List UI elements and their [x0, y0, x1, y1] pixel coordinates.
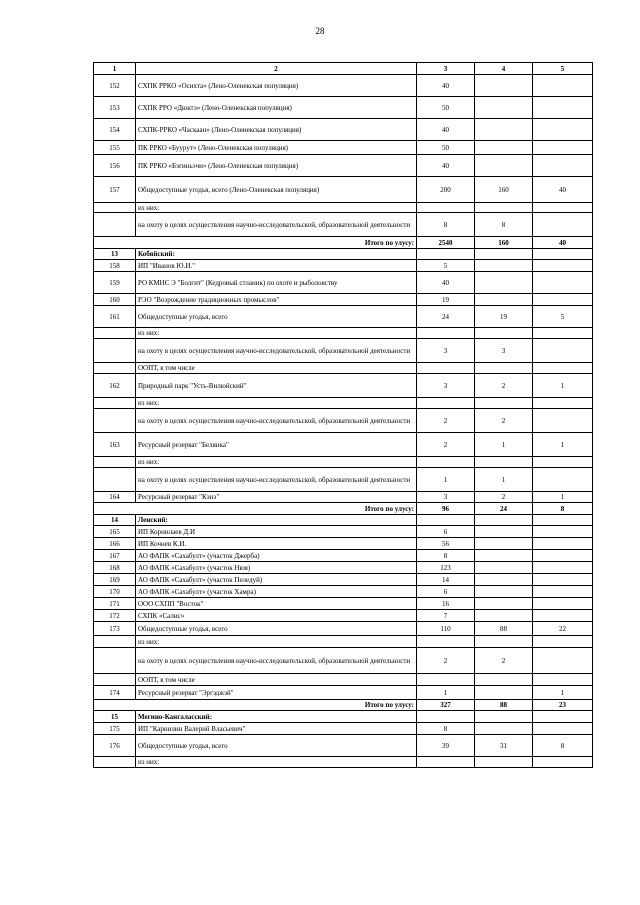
- row-value-5: [533, 674, 593, 686]
- row-value-4: [475, 723, 533, 735]
- row-value-3: 8: [417, 213, 475, 237]
- row-value-4: [475, 141, 533, 155]
- row-number: 167: [94, 550, 136, 562]
- empty-cell: [475, 711, 533, 723]
- row-value-5: [533, 409, 593, 433]
- row-value-4: [475, 636, 533, 648]
- row-number: 158: [94, 260, 136, 272]
- row-value-3: 200: [417, 177, 475, 203]
- row-value-5: [533, 155, 593, 177]
- row-number: [94, 757, 136, 768]
- table-row: [94, 598, 593, 610]
- table-row: [94, 574, 593, 586]
- total-cell-3: 96: [417, 503, 475, 515]
- row-value-3: [417, 636, 475, 648]
- row-name: ИП "Иванов Ю.И.": [136, 260, 417, 272]
- row-value-5: [533, 468, 593, 492]
- row-name: Общедоступные угодья, всего: [136, 735, 417, 757]
- hunting-grounds-table: [93, 62, 593, 768]
- row-value-4: 31: [475, 735, 533, 757]
- table-row: [94, 562, 593, 574]
- row-value-5: 1: [533, 686, 593, 700]
- row-value-5: [533, 562, 593, 574]
- row-name: ПК РРКО «Буурут» (Лено-Оленекская популяция): [136, 141, 417, 155]
- row-value-3: [417, 757, 475, 768]
- row-number: 154: [94, 119, 136, 141]
- row-number: 153: [94, 97, 136, 119]
- row-name: АО ФАПК «Сахабулт» (участок Пеледуй): [136, 574, 417, 586]
- table-row: [94, 75, 593, 97]
- row-value-5: 22: [533, 622, 593, 636]
- row-name: ИП Корнилаев Д.И: [136, 526, 417, 538]
- row-name: СХПК РРКО «Осихта» (Лено-Оленекская популяция): [136, 75, 417, 97]
- total-cell-5: 23: [533, 700, 593, 711]
- total-cell-3: 327: [417, 700, 475, 711]
- table-row: [94, 468, 593, 492]
- district-header-row: [94, 711, 593, 723]
- row-number: 169: [94, 574, 136, 586]
- row-value-3: 40: [417, 272, 475, 294]
- total-label: Итого по улусу:: [94, 237, 417, 249]
- table-row: [94, 648, 593, 674]
- empty-cell: [475, 249, 533, 260]
- row-value-3: 50: [417, 97, 475, 119]
- district-total-row: [94, 700, 593, 711]
- row-value-5: [533, 636, 593, 648]
- table-row: [94, 203, 593, 213]
- row-number: 160: [94, 294, 136, 306]
- district-name: Кобяйский:: [136, 249, 417, 260]
- row-number: 155: [94, 141, 136, 155]
- row-number: [94, 674, 136, 686]
- district-total-row: [94, 503, 593, 515]
- table-row: [94, 363, 593, 374]
- row-name: ИП Кочнев К.И.: [136, 538, 417, 550]
- row-value-5: [533, 550, 593, 562]
- row-value-5: [533, 203, 593, 213]
- row-number: 172: [94, 610, 136, 622]
- row-value-5: [533, 723, 593, 735]
- row-number: [94, 409, 136, 433]
- row-value-4: [475, 526, 533, 538]
- row-value-5: [533, 260, 593, 272]
- table-row: [94, 538, 593, 550]
- row-number: [94, 398, 136, 409]
- table-row: [94, 457, 593, 468]
- row-value-4: 3: [475, 339, 533, 363]
- row-value-5: 1: [533, 374, 593, 398]
- row-value-5: [533, 97, 593, 119]
- row-number: 166: [94, 538, 136, 550]
- row-number: 168: [94, 562, 136, 574]
- header-cell: 1: [94, 63, 136, 75]
- row-name: Природный парк "Усть-Вилюйский": [136, 374, 417, 398]
- row-value-3: 6: [417, 586, 475, 598]
- table-row: [94, 526, 593, 538]
- row-value-5: [533, 363, 593, 374]
- row-value-4: [475, 598, 533, 610]
- row-number: [94, 339, 136, 363]
- row-name: на охоту в целях осуществления научно-исследовательской, образовательной деятельности: [136, 409, 417, 433]
- row-number: 162: [94, 374, 136, 398]
- row-value-3: 40: [417, 75, 475, 97]
- row-value-5: [533, 339, 593, 363]
- row-value-3: 24: [417, 306, 475, 328]
- table-row: [94, 141, 593, 155]
- total-cell-3: 2540: [417, 237, 475, 249]
- district-number: 13: [94, 249, 136, 260]
- row-value-3: [417, 674, 475, 686]
- row-name: ООПТ, в том числе: [136, 674, 417, 686]
- row-number: 156: [94, 155, 136, 177]
- row-name: ИП "Карнилин Валерий Власьевич": [136, 723, 417, 735]
- row-number: [94, 203, 136, 213]
- table-row: [94, 723, 593, 735]
- row-value-5: [533, 75, 593, 97]
- row-number: [94, 648, 136, 674]
- row-number: [94, 457, 136, 468]
- row-name: ПК РРКО «Бэгиньэчи» (Лено-Оленекская популяция): [136, 155, 417, 177]
- row-value-4: [475, 203, 533, 213]
- row-name: СХПК-РРКО «Часкаан» (Лено-Оленекская популяция): [136, 119, 417, 141]
- district-number: 14: [94, 515, 136, 526]
- page-number: 28: [315, 26, 325, 36]
- empty-cell: [417, 711, 475, 723]
- row-name: из них:: [136, 328, 417, 339]
- row-number: 159: [94, 272, 136, 294]
- row-value-4: [475, 155, 533, 177]
- row-value-3: [417, 363, 475, 374]
- row-value-3: 56: [417, 538, 475, 550]
- row-number: 173: [94, 622, 136, 636]
- empty-cell: [417, 515, 475, 526]
- table-row: [94, 492, 593, 503]
- table-row: [94, 636, 593, 648]
- row-value-4: 160: [475, 177, 533, 203]
- table-header-row: [94, 63, 593, 75]
- row-value-4: [475, 363, 533, 374]
- district-total-row: [94, 237, 593, 249]
- row-value-4: [475, 538, 533, 550]
- row-value-4: [475, 574, 533, 586]
- empty-cell: [533, 711, 593, 723]
- total-label: Итого по улусу:: [94, 700, 417, 711]
- row-name: из них:: [136, 757, 417, 768]
- row-value-5: [533, 457, 593, 468]
- row-name: Общедоступные угодья, всего (Лено-Оленекская популяция): [136, 177, 417, 203]
- row-value-5: 8: [533, 735, 593, 757]
- row-name: из них:: [136, 636, 417, 648]
- row-value-4: [475, 272, 533, 294]
- total-label: Итого по улусу:: [94, 503, 417, 515]
- row-value-4: 2: [475, 374, 533, 398]
- table-row: [94, 213, 593, 237]
- table-row: [94, 757, 593, 768]
- row-name: Ресурсный резерват "Белянка": [136, 433, 417, 457]
- row-name: на охоту в целях осуществления научно-исследовательской, образовательной деятельности: [136, 648, 417, 674]
- row-value-5: [533, 294, 593, 306]
- row-value-3: 39: [417, 735, 475, 757]
- row-number: 161: [94, 306, 136, 328]
- row-value-5: [533, 119, 593, 141]
- row-value-3: [417, 203, 475, 213]
- row-number: 165: [94, 526, 136, 538]
- row-value-3: 2: [417, 433, 475, 457]
- row-value-5: [533, 328, 593, 339]
- row-value-3: 3: [417, 339, 475, 363]
- row-value-5: [533, 610, 593, 622]
- table-row: [94, 374, 593, 398]
- row-value-4: 2: [475, 492, 533, 503]
- row-value-4: 2: [475, 409, 533, 433]
- row-name: из них:: [136, 457, 417, 468]
- table-row: [94, 119, 593, 141]
- row-name: из них:: [136, 203, 417, 213]
- row-number: [94, 363, 136, 374]
- row-value-5: [533, 272, 593, 294]
- row-value-3: 40: [417, 119, 475, 141]
- row-value-5: [533, 398, 593, 409]
- row-value-3: 8: [417, 550, 475, 562]
- row-value-4: [475, 674, 533, 686]
- row-name: АО ФАПК «Сахабулт» (участок Джерба): [136, 550, 417, 562]
- row-value-4: [475, 398, 533, 409]
- row-name: Общедоступные угодья, всего: [136, 306, 417, 328]
- total-cell-5: 8: [533, 503, 593, 515]
- district-name: Мегино-Кангаласский:: [136, 711, 417, 723]
- table-row: [94, 674, 593, 686]
- row-number: [94, 468, 136, 492]
- row-name: на охоту в целях осуществления научно-исследовательской, образовательной деятельности: [136, 213, 417, 237]
- total-cell-5: 40: [533, 237, 593, 249]
- row-name: АО ФАПК «Сахабулт» (участок Нюя): [136, 562, 417, 574]
- table-row: [94, 409, 593, 433]
- row-number: 157: [94, 177, 136, 203]
- row-value-3: 2: [417, 648, 475, 674]
- row-value-3: 2: [417, 409, 475, 433]
- row-value-3: 50: [417, 141, 475, 155]
- table-row: [94, 339, 593, 363]
- row-value-4: [475, 562, 533, 574]
- row-name: СХПК РРО «Дюктэ» (Лено-Оленекская популяция): [136, 97, 417, 119]
- row-value-4: [475, 686, 533, 700]
- row-number: [94, 328, 136, 339]
- header-cell: 4: [475, 63, 533, 75]
- table-row: [94, 433, 593, 457]
- row-number: 174: [94, 686, 136, 700]
- row-value-5: [533, 574, 593, 586]
- row-number: 175: [94, 723, 136, 735]
- row-value-5: [533, 538, 593, 550]
- row-number: [94, 636, 136, 648]
- row-number: 164: [94, 492, 136, 503]
- row-value-4: [475, 75, 533, 97]
- table-row: [94, 272, 593, 294]
- header-cell: 2: [136, 63, 417, 75]
- row-value-5: [533, 757, 593, 768]
- district-name: Ленский:: [136, 515, 417, 526]
- row-value-3: 1: [417, 686, 475, 700]
- row-value-5: [533, 213, 593, 237]
- row-value-3: 7: [417, 610, 475, 622]
- header-cell: 3: [417, 63, 475, 75]
- table-row: [94, 328, 593, 339]
- row-value-5: [533, 648, 593, 674]
- row-value-4: [475, 294, 533, 306]
- row-value-5: [533, 526, 593, 538]
- table-row: [94, 735, 593, 757]
- row-value-4: [475, 457, 533, 468]
- row-value-3: [417, 457, 475, 468]
- row-name: из них:: [136, 398, 417, 409]
- row-value-4: 1: [475, 433, 533, 457]
- row-name: Ресурсный резерват "Эргэджэй": [136, 686, 417, 700]
- row-number: 170: [94, 586, 136, 598]
- row-name: РО КМНС Э "Болгит" (Кедровый стланик) по охоте и рыболовству: [136, 272, 417, 294]
- row-value-4: [475, 586, 533, 598]
- row-name: на охоту в целях осуществления научно-исследовательской, образовательной деятельности: [136, 468, 417, 492]
- total-cell-4: 24: [475, 503, 533, 515]
- row-name: АО ФАПК «Сахабулт» (участок Хамра): [136, 586, 417, 598]
- table-row: [94, 610, 593, 622]
- row-value-4: [475, 119, 533, 141]
- row-name: СХПК «Салис»: [136, 610, 417, 622]
- row-value-4: 1: [475, 468, 533, 492]
- table-row: [94, 97, 593, 119]
- table-row: [94, 586, 593, 598]
- row-value-3: 6: [417, 526, 475, 538]
- table-row: [94, 155, 593, 177]
- total-cell-4: 160: [475, 237, 533, 249]
- district-header-row: [94, 249, 593, 260]
- row-value-4: 19: [475, 306, 533, 328]
- row-value-5: [533, 141, 593, 155]
- row-value-4: [475, 260, 533, 272]
- row-value-3: 8: [417, 723, 475, 735]
- district-header-row: [94, 515, 593, 526]
- row-value-3: 19: [417, 294, 475, 306]
- row-value-4: 8: [475, 213, 533, 237]
- row-value-3: 16: [417, 598, 475, 610]
- row-number: [94, 213, 136, 237]
- empty-cell: [417, 249, 475, 260]
- table-row: [94, 550, 593, 562]
- row-value-5: [533, 598, 593, 610]
- row-number: 171: [94, 598, 136, 610]
- district-number: 15: [94, 711, 136, 723]
- header-cell: 5: [533, 63, 593, 75]
- row-name: Ресурсный резерват "Кэнэ": [136, 492, 417, 503]
- table-row: [94, 686, 593, 700]
- table-row: [94, 294, 593, 306]
- row-value-5: [533, 586, 593, 598]
- empty-cell: [475, 515, 533, 526]
- row-value-5: 5: [533, 306, 593, 328]
- row-value-3: 14: [417, 574, 475, 586]
- table-row: [94, 306, 593, 328]
- row-name: на охоту в целях осуществления научно-исследовательской, образовательной деятельности: [136, 339, 417, 363]
- row-value-3: 40: [417, 155, 475, 177]
- row-name: Общедоступные угодья, всего: [136, 622, 417, 636]
- row-number: 163: [94, 433, 136, 457]
- row-name: РЭО "Возрождение традиционных промыслов": [136, 294, 417, 306]
- table-row: [94, 177, 593, 203]
- table-row: [94, 622, 593, 636]
- empty-cell: [533, 249, 593, 260]
- row-value-4: [475, 610, 533, 622]
- row-value-4: [475, 328, 533, 339]
- row-value-3: 110: [417, 622, 475, 636]
- row-value-4: 88: [475, 622, 533, 636]
- row-name: ООПТ, в том числе: [136, 363, 417, 374]
- row-number: 152: [94, 75, 136, 97]
- row-name: ООО СХПП "Восток": [136, 598, 417, 610]
- row-value-4: [475, 97, 533, 119]
- row-number: 176: [94, 735, 136, 757]
- row-value-3: [417, 328, 475, 339]
- row-value-4: [475, 757, 533, 768]
- row-value-3: 3: [417, 374, 475, 398]
- row-value-4: [475, 550, 533, 562]
- row-value-5: 40: [533, 177, 593, 203]
- row-value-5: 1: [533, 492, 593, 503]
- row-value-5: 1: [533, 433, 593, 457]
- empty-cell: [533, 515, 593, 526]
- total-cell-4: 88: [475, 700, 533, 711]
- table-row: [94, 260, 593, 272]
- row-value-4: 2: [475, 648, 533, 674]
- row-value-3: 3: [417, 492, 475, 503]
- row-value-3: 123: [417, 562, 475, 574]
- table-row: [94, 398, 593, 409]
- row-value-3: 5: [417, 260, 475, 272]
- row-value-3: 1: [417, 468, 475, 492]
- row-value-3: [417, 398, 475, 409]
